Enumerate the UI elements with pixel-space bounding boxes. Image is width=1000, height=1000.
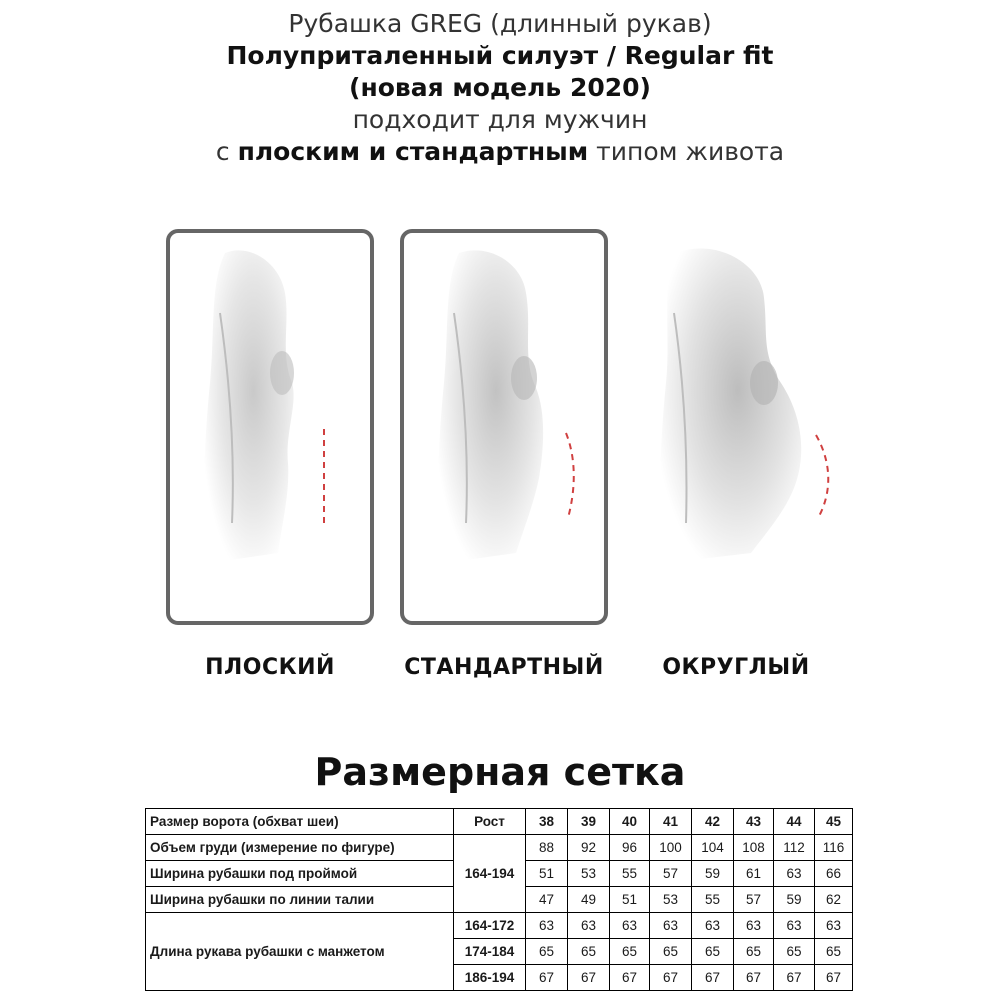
table-cell: 65 [526, 939, 568, 965]
size-39: 39 [568, 809, 610, 835]
table-cell: 61 [734, 861, 774, 887]
table-cell: 65 [774, 939, 815, 965]
flat-belly-label: ПЛОСКИЙ [205, 655, 335, 680]
size-41: 41 [650, 809, 692, 835]
flat-belly-frame [166, 229, 374, 625]
table-cell: 63 [774, 861, 815, 887]
height-header: Рост [454, 809, 526, 835]
table-cell: 65 [650, 939, 692, 965]
table-cell: 67 [734, 965, 774, 991]
size-header-row [146, 809, 853, 835]
table-cell: 55 [610, 861, 650, 887]
table-cell: 92 [568, 835, 610, 861]
row-label: Объем груди (измерение по фигуре) [146, 835, 454, 861]
table-cell: 67 [650, 965, 692, 991]
suitable-for-text: подходит для мужчин [352, 105, 648, 134]
table-cell: 63 [734, 913, 774, 939]
standard-torso-illustration [404, 233, 604, 621]
table-cell: 63 [568, 913, 610, 939]
table-cell: 65 [610, 939, 650, 965]
table-cell: 65 [568, 939, 610, 965]
table-cell: 57 [650, 861, 692, 887]
table-cell: 67 [610, 965, 650, 991]
table-cell: 53 [650, 887, 692, 913]
table-cell: 67 [774, 965, 815, 991]
size-chart-title: Размерная сетка [314, 750, 686, 794]
table-cell: 63 [610, 913, 650, 939]
table-cell: 116 [815, 835, 853, 861]
belly-type-bold: плоским и стандартным [237, 137, 589, 166]
size-40: 40 [610, 809, 650, 835]
table-cell: 51 [610, 887, 650, 913]
size-table [145, 808, 853, 991]
table-cell: 47 [526, 887, 568, 913]
table-cell: 67 [568, 965, 610, 991]
table-cell: 65 [815, 939, 853, 965]
table-cell: 100 [650, 835, 692, 861]
standard-belly-frame [400, 229, 608, 625]
size-42: 42 [692, 809, 734, 835]
table-cell: 55 [692, 887, 734, 913]
table-cell: 67 [815, 965, 853, 991]
size-45: 45 [815, 809, 853, 835]
table-cell: 67 [526, 965, 568, 991]
product-name: Рубашка GREG (длинный рукав) [288, 9, 712, 38]
table-cell: 63 [650, 913, 692, 939]
round-torso-illustration [636, 233, 836, 621]
table-cell: 66 [815, 861, 853, 887]
model-year: (новая модель 2020) [349, 73, 651, 102]
table-cell: 59 [692, 861, 734, 887]
table-cell: 51 [526, 861, 568, 887]
table-cell: 65 [692, 939, 734, 965]
table-cell: 63 [692, 913, 734, 939]
table-cell: 49 [568, 887, 610, 913]
round-belly-figure [632, 229, 840, 625]
table-cell: 57 [734, 887, 774, 913]
table-cell: 112 [774, 835, 815, 861]
table-cell: 62 [815, 887, 853, 913]
table-cell: 88 [526, 835, 568, 861]
table-cell: 108 [734, 835, 774, 861]
row-label: Ширина рубашки по линии талии [146, 887, 454, 913]
standard-belly-label: СТАНДАРТНЫЙ [404, 655, 604, 680]
table-row [146, 835, 853, 861]
belly-type-suffix: типом живота [588, 137, 785, 166]
flat-torso-illustration [170, 233, 370, 621]
round-belly-label: ОКРУГЛЫЙ [662, 655, 810, 680]
table-row [146, 913, 853, 939]
table-cell: 96 [610, 835, 650, 861]
row-label: Ширина рубашки под проймой [146, 861, 454, 887]
table-cell: 63 [526, 913, 568, 939]
sleeve-height-cell: 186-194 [454, 965, 526, 991]
sleeve-length-label: Длина рукава рубашки с манжетом [146, 913, 454, 991]
table-cell: 59 [774, 887, 815, 913]
belly-type-prefix: с [215, 137, 238, 166]
height-range-cell: 164-194 [454, 835, 526, 913]
neck-size-header: Размер ворота (обхват шеи) [146, 809, 454, 835]
fit-title: Полуприталенный силуэт / Regular fit [226, 41, 774, 70]
size-44: 44 [774, 809, 815, 835]
sleeve-height-cell: 174-184 [454, 939, 526, 965]
size-38: 38 [526, 809, 568, 835]
table-cell: 63 [815, 913, 853, 939]
table-cell: 53 [568, 861, 610, 887]
table-cell: 104 [692, 835, 734, 861]
sleeve-height-cell: 164-172 [454, 913, 526, 939]
table-cell: 65 [734, 939, 774, 965]
table-cell: 67 [692, 965, 734, 991]
table-cell: 63 [774, 913, 815, 939]
size-43: 43 [734, 809, 774, 835]
